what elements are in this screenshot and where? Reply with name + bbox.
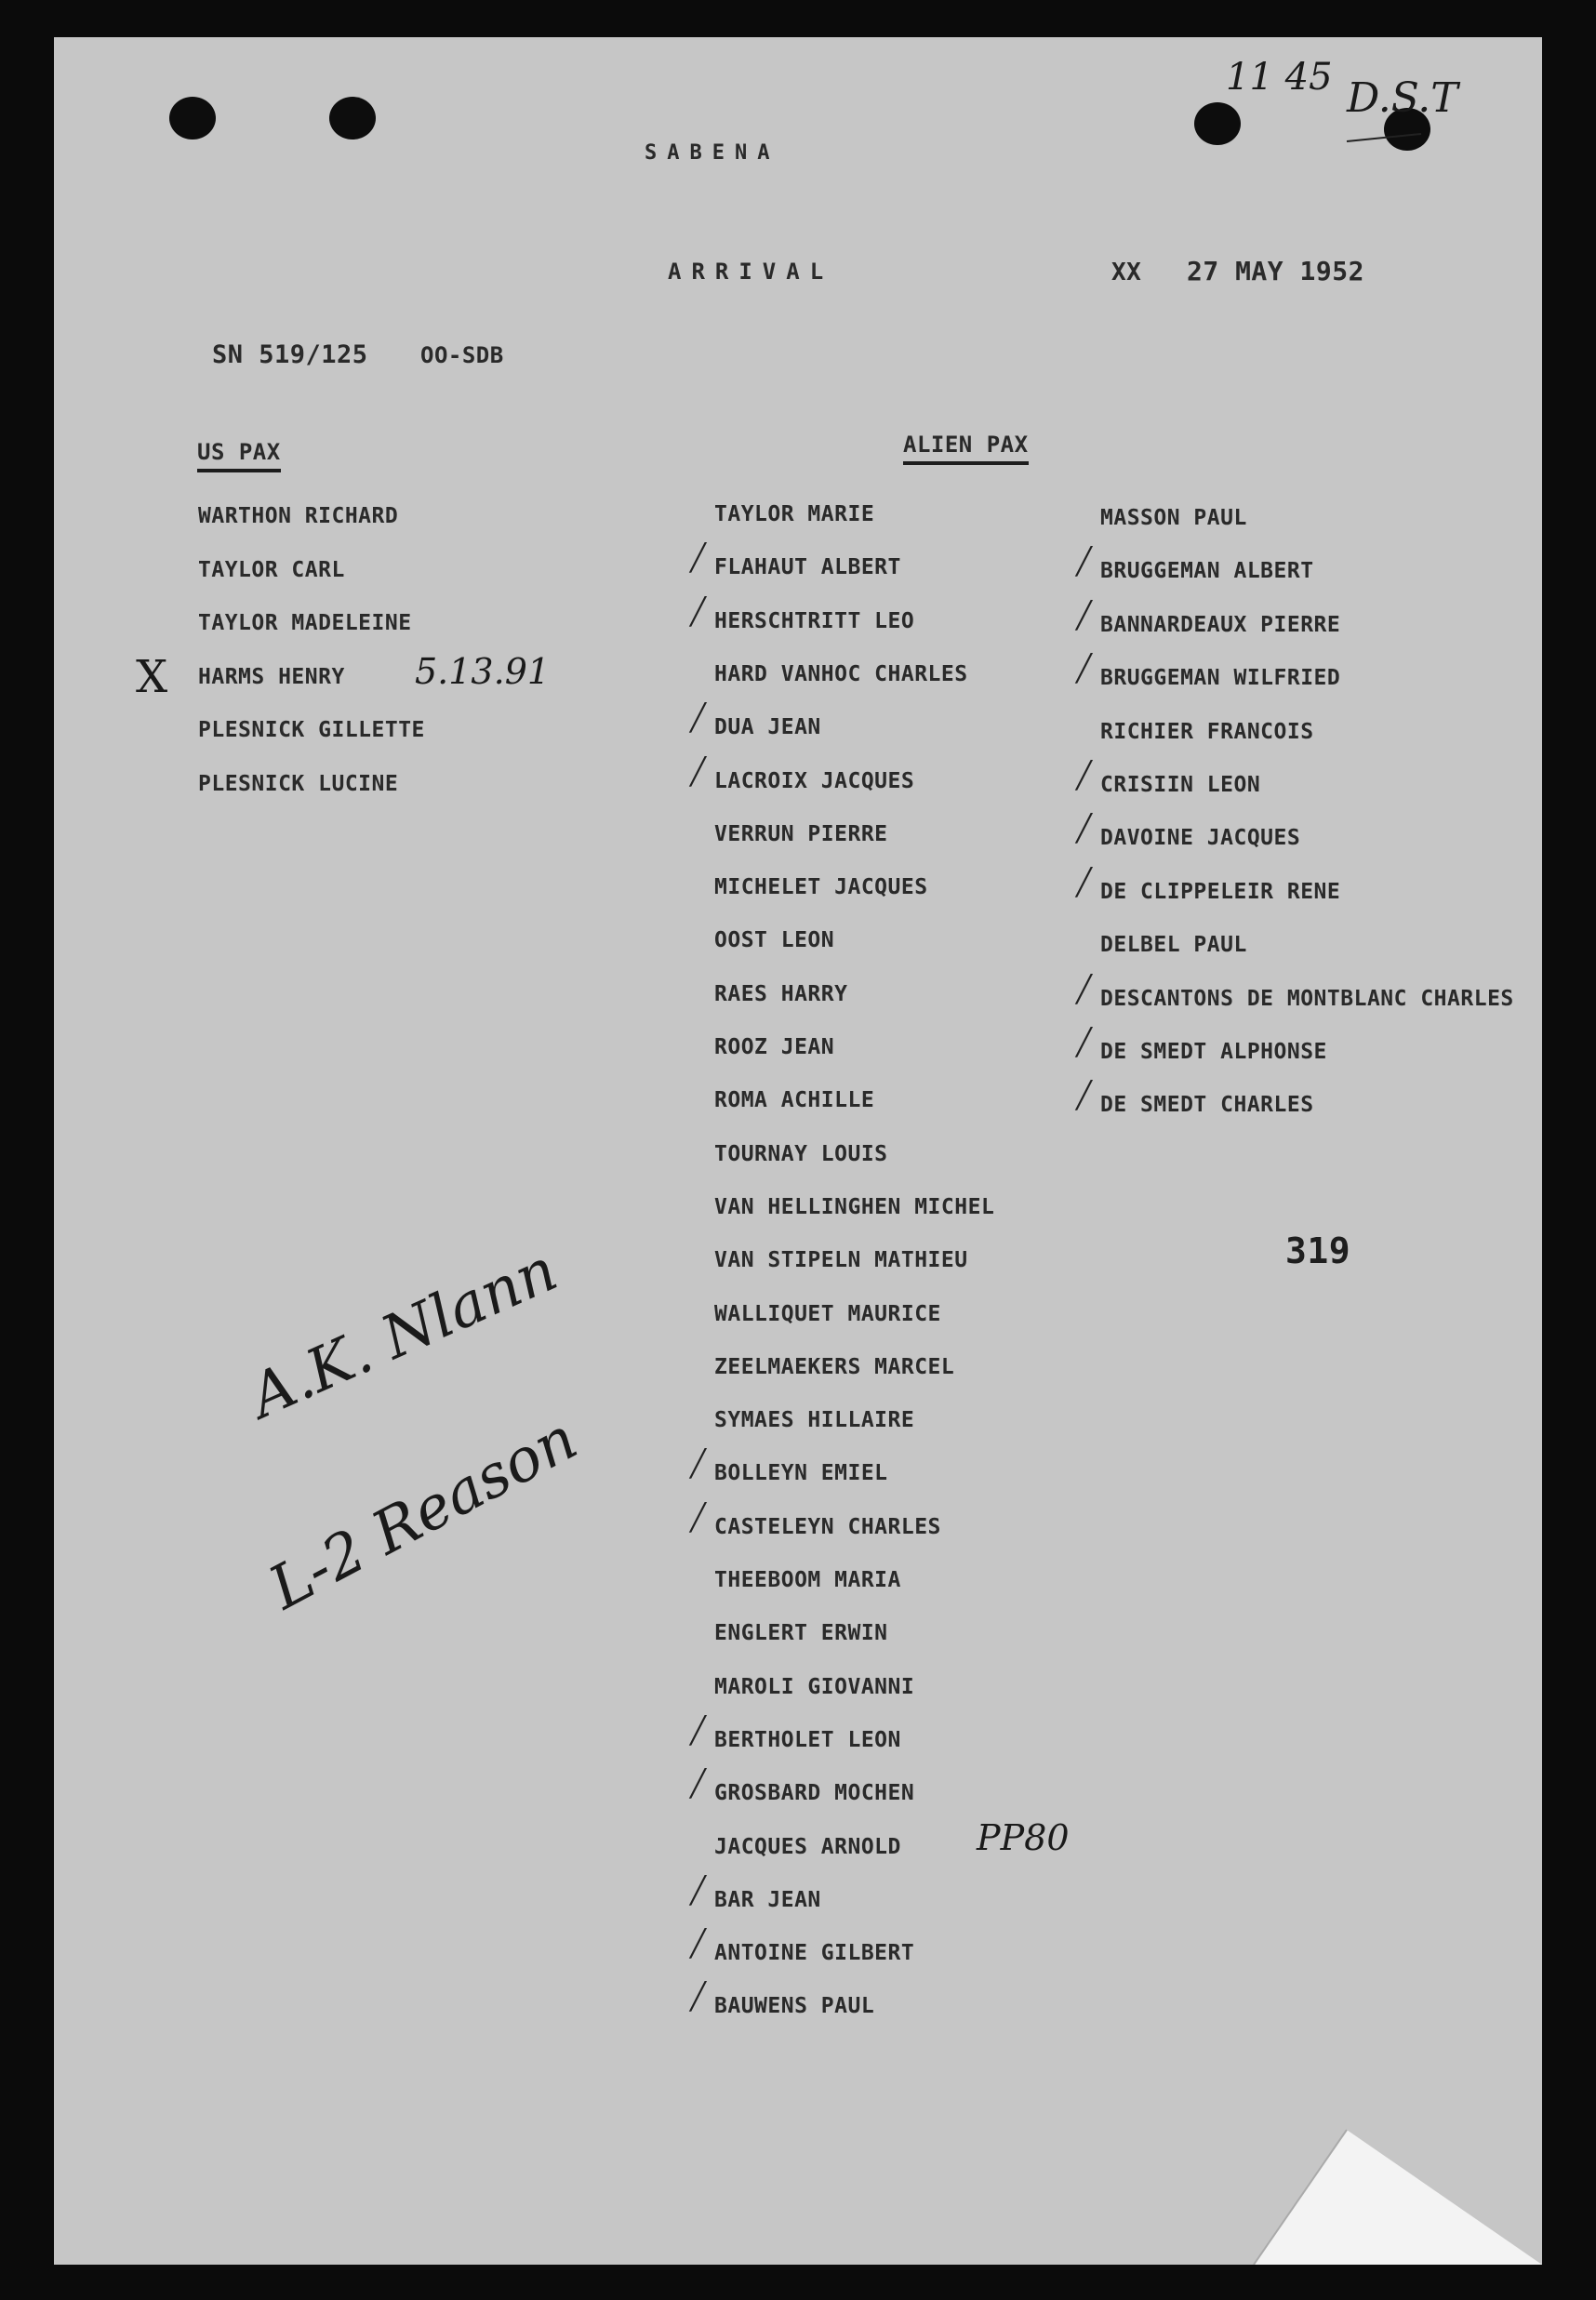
corner-note: 11 45 bbox=[1226, 56, 1333, 99]
alien-pax-name-23: MAROLI GIOVANNI bbox=[714, 1674, 915, 1699]
margin-note-line2: L-2 Reason bbox=[259, 1404, 589, 1624]
alien-pax-name-28: ANTOINE GILBERT bbox=[714, 1941, 915, 1966]
alien-pax-name-col2-5: RICHIER FRANCOIS bbox=[1100, 719, 1314, 744]
alien-pax-name-19: BOLLEYN EMIEL bbox=[714, 1461, 888, 1486]
alien-pax-name-10: RAES HARRY bbox=[714, 981, 848, 1006]
alien-pax-name-17: ZEELMAEKERS MARCEL bbox=[714, 1354, 955, 1379]
us-pax-name-3: TAYLOR MADELEINE bbox=[198, 611, 412, 636]
alien-pax-name-col2-11: DE SMEDT ALPHONSE bbox=[1100, 1040, 1327, 1064]
us-pax-name-1: WARTHON RICHARD bbox=[198, 504, 399, 528]
check-mark: ╱ bbox=[1076, 973, 1092, 1004]
check-mark: ╱ bbox=[690, 755, 706, 787]
alien-pax-name-12: ROMA ACHILLE bbox=[714, 1088, 875, 1113]
alien-pax-name-24: BERTHOLET LEON bbox=[714, 1727, 901, 1752]
check-mark: ╱ bbox=[690, 1981, 706, 2013]
alien-pax-name-4: HARD VANHOC CHARLES bbox=[714, 661, 968, 686]
airline-title: SABENA bbox=[645, 141, 780, 165]
check-mark: ╱ bbox=[690, 1928, 706, 1960]
corner-note-underline bbox=[1347, 134, 1421, 141]
check-mark: ╱ bbox=[690, 1714, 706, 1746]
us-pax-name-4: HARMS HENRY bbox=[198, 664, 345, 689]
date-prefix: XX bbox=[1111, 259, 1142, 286]
alien-pax-name-col2-4: BRUGGEMAN WILFRIED bbox=[1100, 666, 1341, 691]
alien-pax-name-7: VERRUN PIERRE bbox=[714, 821, 888, 846]
passport-note: PP80 bbox=[977, 1817, 1070, 1858]
arrival-date: 27 MAY 1952 bbox=[1187, 256, 1364, 286]
annotation-date: 5.13.91 bbox=[415, 651, 551, 692]
alien-pax-name-26: JACQUES ARNOLD bbox=[714, 1834, 901, 1859]
alien-pax-name-8: MICHELET JACQUES bbox=[714, 875, 928, 900]
alien-pax-name-col2-1: MASSON PAUL bbox=[1100, 506, 1247, 530]
alien-pax-name-18: SYMAES HILLAIRE bbox=[714, 1408, 915, 1433]
arrival-heading: ARRIVAL bbox=[668, 259, 834, 285]
check-mark: ╱ bbox=[690, 702, 706, 734]
alien-pax-name-15: VAN STIPELN MATHIEU bbox=[714, 1248, 968, 1273]
alien-pax-name-20: CASTELEYN CHARLES bbox=[714, 1514, 941, 1539]
alien-pax-name-13: TOURNAY LOUIS bbox=[714, 1141, 888, 1166]
check-mark: ╱ bbox=[1076, 599, 1092, 631]
alien-pax-name-14: VAN HELLINGHEN MICHEL bbox=[714, 1194, 995, 1219]
page-number: 319 bbox=[1285, 1230, 1351, 1271]
alien-pax-name-16: WALLIQUET MAURICE bbox=[714, 1301, 941, 1326]
margin-note-line1: A.K. Nlann bbox=[240, 1235, 567, 1432]
us-pax-name-5: PLESNICK GILLETTE bbox=[198, 718, 425, 743]
alien-pax-name-9: OOST LEON bbox=[714, 928, 835, 953]
us-pax-name-6: PLESNICK LUCINE bbox=[198, 772, 399, 796]
alien-pax-name-col2-10: DESCANTONS DE MONTBLANC CHARLES bbox=[1100, 986, 1514, 1011]
check-mark: ╱ bbox=[690, 1768, 706, 1800]
check-mark: ╱ bbox=[1076, 866, 1092, 897]
alien-pax-name-29: BAUWENS PAUL bbox=[714, 1994, 875, 2019]
handwriting-strokes bbox=[54, 37, 1542, 2265]
alien-pax-name-6: LACROIX JACQUES bbox=[714, 768, 915, 793]
flight-number: SN 519/125 bbox=[212, 340, 368, 369]
alien-pax-name-col2-6: CRISIIN LEON bbox=[1100, 773, 1261, 797]
check-mark: ╱ bbox=[1076, 1027, 1092, 1057]
check-mark: ╱ bbox=[1076, 760, 1092, 791]
alien-pax-name-5: DUA JEAN bbox=[714, 715, 821, 740]
us-pax-name-2: TAYLOR CARL bbox=[198, 557, 345, 582]
alien-pax-name-col2-2: BRUGGEMAN ALBERT bbox=[1100, 559, 1314, 584]
alien-pax-name-27: BAR JEAN bbox=[714, 1887, 821, 1912]
alien-pax-name-22: ENGLERT ERWIN bbox=[714, 1621, 888, 1646]
check-mark: ╱ bbox=[1076, 546, 1092, 578]
alien-pax-name-col2-12: DE SMEDT CHARLES bbox=[1100, 1093, 1314, 1118]
alien-pax-name-col2-9: DELBEL PAUL bbox=[1100, 933, 1247, 958]
alien-pax-name-col2-7: DAVOINE JACQUES bbox=[1100, 826, 1301, 851]
alien-pax-name-11: ROOZ JEAN bbox=[714, 1035, 835, 1059]
check-mark: ╱ bbox=[690, 1448, 706, 1480]
check-mark: ╱ bbox=[690, 1501, 706, 1533]
alien-pax-name-col2-8: DE CLIPPELEIR RENE bbox=[1100, 879, 1341, 904]
check-mark: ╱ bbox=[1076, 653, 1092, 685]
check-mark: ╱ bbox=[1076, 813, 1092, 844]
check-mark: ╱ bbox=[690, 1874, 706, 1906]
aircraft-registration: OO-SDB bbox=[420, 342, 504, 368]
document-sheet bbox=[54, 37, 1542, 2265]
us-pax-heading: US PAX bbox=[197, 439, 281, 472]
check-mark: ╱ bbox=[690, 542, 706, 574]
alien-pax-name-25: GROSBARD MOCHEN bbox=[714, 1781, 915, 1806]
annotation-mark: X bbox=[136, 651, 168, 703]
alien-pax-heading: ALIEN PAX bbox=[903, 432, 1029, 465]
alien-pax-name-21: THEEBOOM MARIA bbox=[714, 1568, 901, 1592]
alien-pax-name-3: HERSCHTRITT LEO bbox=[714, 608, 915, 633]
check-mark: ╱ bbox=[690, 595, 706, 627]
folded-corner bbox=[1254, 2130, 1542, 2265]
alien-pax-name-2: FLAHAUT ALBERT bbox=[714, 555, 901, 580]
alien-pax-name-col2-3: BANNARDEAUX PIERRE bbox=[1100, 612, 1341, 637]
corner-tag: D.S.T bbox=[1347, 74, 1458, 122]
alien-pax-name-1: TAYLOR MARIE bbox=[714, 502, 875, 526]
check-mark: ╱ bbox=[1076, 1080, 1092, 1111]
